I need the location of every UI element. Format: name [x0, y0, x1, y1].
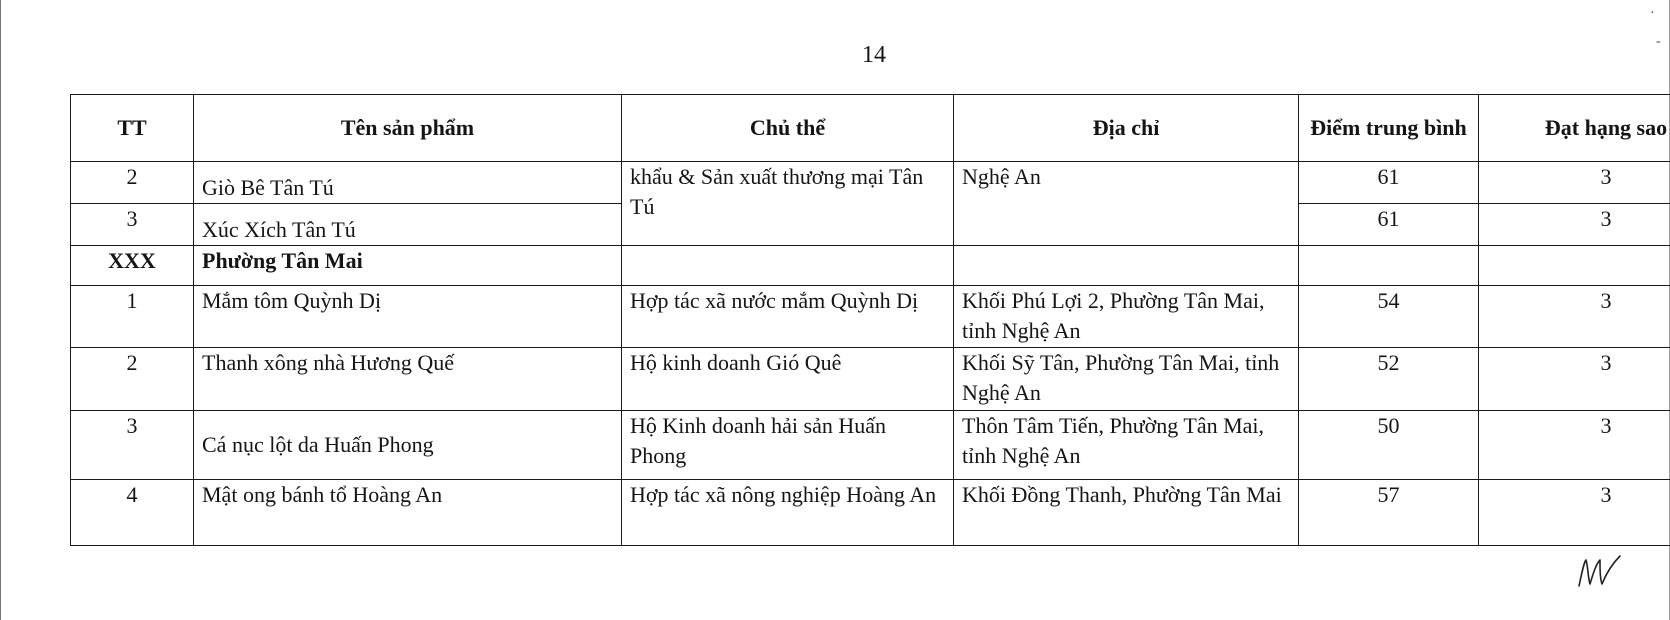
row-score: 61 [1299, 204, 1479, 246]
row-owner: khẩu & Sản xuất thương mại Tân Tú [622, 162, 954, 246]
row-tt: 2 [71, 348, 194, 411]
row-stars: 3 [1479, 411, 1670, 480]
row-tt: 3 [71, 204, 194, 246]
header-score: Điểm trung bình [1299, 95, 1479, 162]
table-row [71, 480, 1670, 546]
row-stars: 3 [1479, 162, 1670, 204]
row-score: 57 [1299, 480, 1479, 546]
scan-dash: - [1656, 34, 1661, 49]
empty-cell [954, 246, 1299, 286]
header-owner: Chủ thể [622, 95, 954, 162]
row-product: Giò Bê Tân Tú [194, 162, 622, 204]
row-tt: 2 [71, 162, 194, 204]
row-address: Khối Phú Lợi 2, Phường Tân Mai, tỉnh Nghệ An [954, 286, 1299, 348]
row-owner: Hợp tác xã nông nghiệp Hoàng An [622, 480, 954, 546]
row-tt: 3 [71, 411, 194, 480]
row-product: Xúc Xích Tân Tú [194, 204, 622, 246]
table-row [71, 162, 1670, 204]
row-tt: 4 [71, 480, 194, 546]
row-score: 50 [1299, 411, 1479, 480]
row-address: Nghệ An [954, 162, 1299, 246]
header-product: Tên sản phẩm [194, 95, 622, 162]
row-product: Cá nục lột da Huấn Phong [194, 411, 622, 480]
row-stars: 3 [1479, 480, 1670, 546]
row-product: Mật ong bánh tổ Hoàng An [194, 480, 622, 546]
row-address: Khối Đồng Thanh, Phường Tân Mai [954, 480, 1299, 546]
table-row [71, 348, 1670, 411]
row-score: 61 [1299, 162, 1479, 204]
row-owner: Hộ Kinh doanh hải sản Huấn Phong [622, 411, 954, 480]
scan-dot: · [1650, 6, 1655, 21]
row-stars: 3 [1479, 286, 1670, 348]
empty-cell [1479, 246, 1670, 286]
row-score: 52 [1299, 348, 1479, 411]
section-title: Phường Tân Mai [194, 246, 622, 286]
section-tt: XXX [71, 246, 194, 286]
header-tt: TT [71, 95, 194, 162]
row-owner: Hợp tác xã nước mắm Quỳnh Dị [622, 286, 954, 348]
section-row [71, 246, 1670, 286]
row-stars: 3 [1479, 348, 1670, 411]
row-product: Thanh xông nhà Hương Quế [194, 348, 622, 411]
product-table [70, 94, 1670, 546]
empty-cell [622, 246, 954, 286]
row-tt: 1 [71, 286, 194, 348]
empty-cell [1299, 246, 1479, 286]
table-row [71, 286, 1670, 348]
row-owner: Hộ kinh doanh Gió Quê [622, 348, 954, 411]
row-stars: 3 [1479, 204, 1670, 246]
row-address: Khối Sỹ Tân, Phường Tân Mai, tỉnh Nghệ An [954, 348, 1299, 411]
handwritten-initials-icon [1576, 552, 1626, 592]
row-address: Thôn Tâm Tiến, Phường Tân Mai, tỉnh Nghệ An [954, 411, 1299, 480]
row-product: Mắm tôm Quỳnh Dị [194, 286, 622, 348]
header-address: Địa chỉ [954, 95, 1299, 162]
row-score: 54 [1299, 286, 1479, 348]
header-row [71, 95, 1670, 162]
header-stars: Đạt hạng sao [1479, 95, 1670, 162]
table-row [71, 411, 1670, 480]
page-number: 14 [862, 42, 886, 68]
